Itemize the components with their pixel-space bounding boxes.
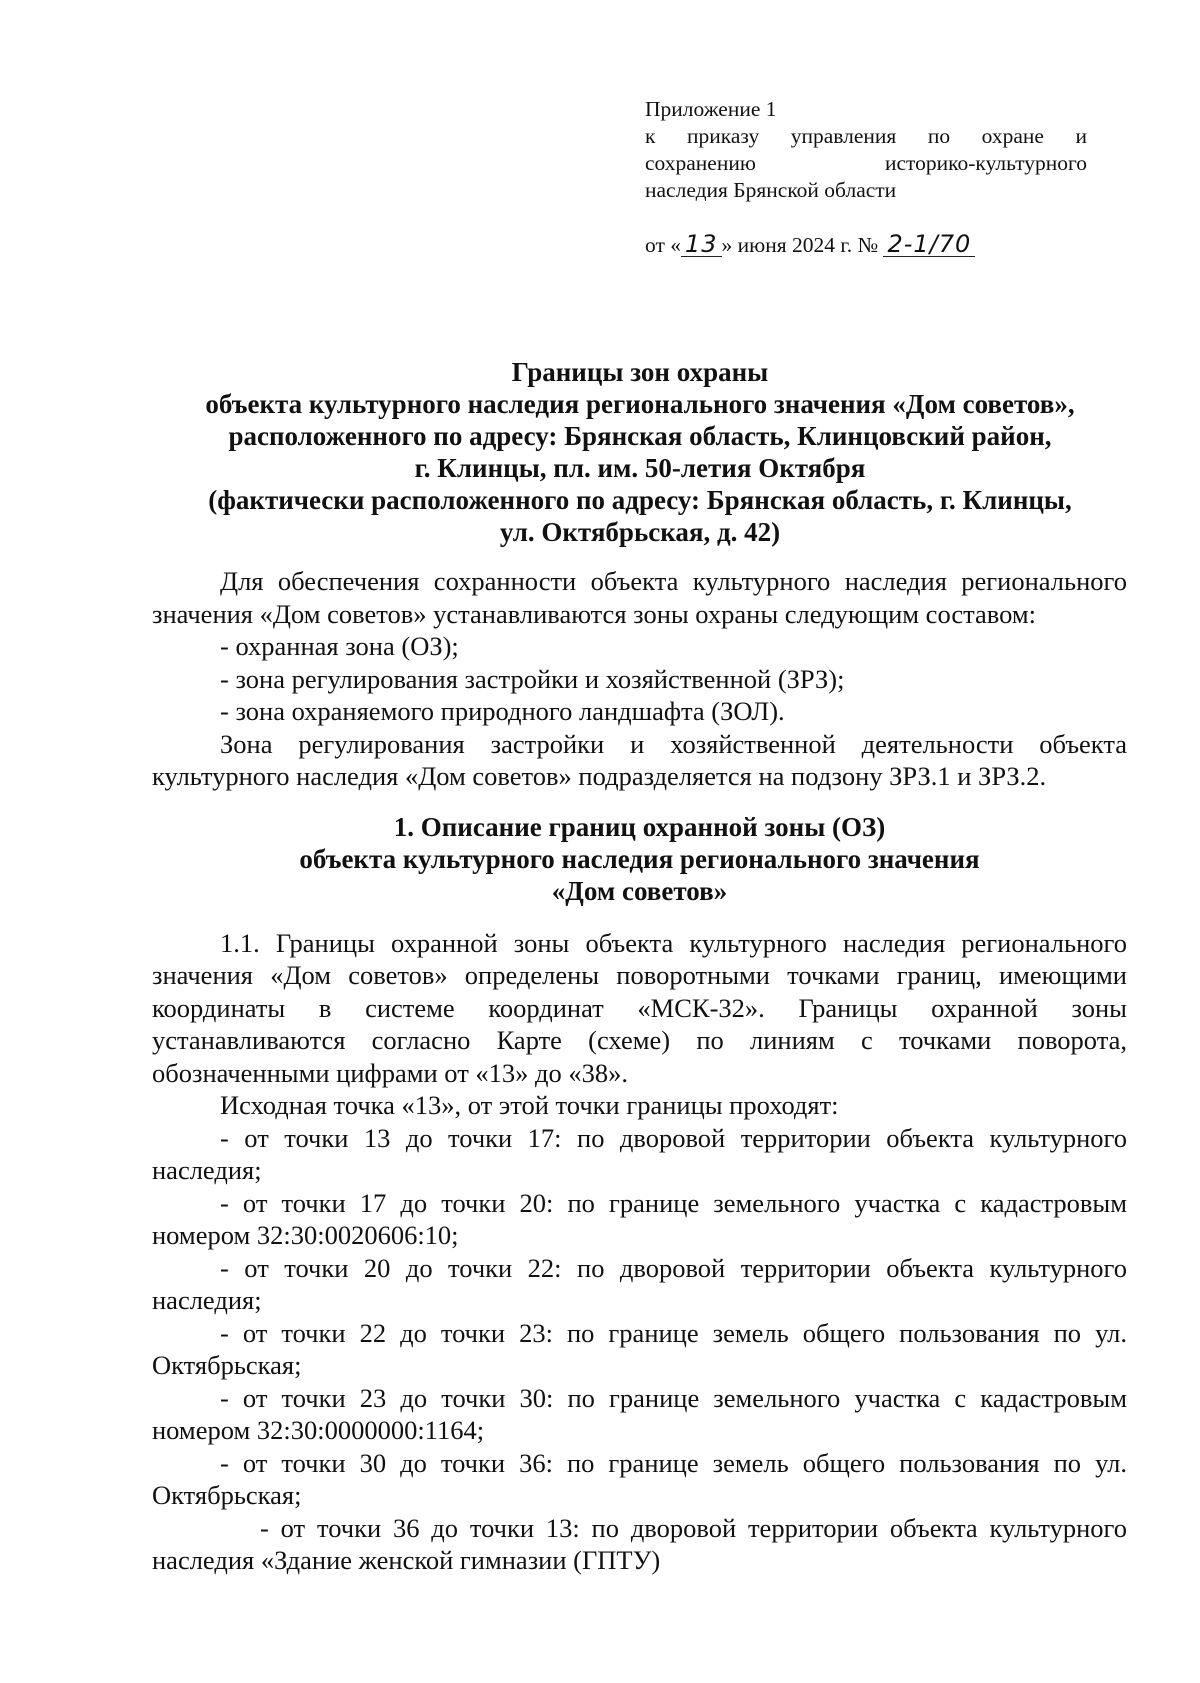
boundary-segment: - от точки 36 до точки 13: по дворовой территории объекта культурного наследия «Здание женской гимназии (ГПТУ)	[152, 1512, 1127, 1575]
section-1-paragraph-1: 1.1. Границы охранной зоны объекта культурного наследия регионального значения «Дом советов» определены поворотными точками границ, имеющими координаты в системе координат «МСК-32». Границы охранной зоны устанавливаются согласно Карте (схеме) по линиям с точками поворота, обозначенными цифрами от «13» до «38».	[152, 927, 1127, 1088]
title-line-5: (фактически расположенного по адресу: Брянская область, г. Клинцы,	[208, 485, 1072, 515]
order-date-line	[645, 232, 1087, 259]
zone-list-item: - зона охраняемого природного ландшафта (ЗОЛ).	[220, 696, 785, 726]
boundary-segment: - от точки 30 до точки 36: по границе земель общего пользования по ул. Октябрьская;	[152, 1447, 1127, 1510]
section-1-title-line-3: «Дом советов»	[551, 875, 728, 906]
section-1-paragraph-2: Исходная точка «13», от этой точки границы проходят:	[220, 1090, 839, 1120]
document-body	[152, 565, 1127, 1577]
title-line-1: Границы зон охраны	[511, 357, 769, 387]
appendix-line-3: наследия Брянской области	[645, 178, 897, 202]
section-1-title-line-1: 1. Описание границ охранной зоны (ОЗ)	[393, 811, 886, 842]
title-line-3: расположенного по адресу: Брянская область, Клинцовский район,	[228, 421, 1052, 451]
date-year: 2024 г. №	[786, 233, 884, 257]
appendix-line-1: к приказу управления по охране и	[645, 124, 1087, 148]
date-prefix: от «	[645, 233, 681, 257]
date-day-handwritten: 13	[681, 232, 722, 257]
intro-paragraph: Для обеспечения сохранности объекта культурного наследия регионального значения «Дом советов» устанавливаются зоны охраны следующим составом:	[152, 566, 1127, 629]
document-title	[150, 356, 1130, 548]
boundary-segment: - от точки 20 до точки 22: по дворовой территории объекта культурного наследия;	[152, 1252, 1127, 1315]
section-1-title-line-2: объекта культурного наследия регионального значения	[299, 843, 980, 874]
boundary-segment: - от точки 23 до точки 30: по границе земельного участка с кадастровым номером 32:30:0000000:1164;	[152, 1382, 1127, 1445]
appendix-header	[645, 96, 1087, 259]
subzone-paragraph: Зона регулирования застройки и хозяйственной деятельности объекта культурного наследия «Дом советов» подразделяется на подзону ЗРЗ.1 и ЗРЗ.2.	[152, 728, 1127, 791]
title-line-6: ул. Октябрьская, д. 42)	[499, 517, 781, 547]
zone-list-item: - охранная зона (ОЗ);	[220, 631, 459, 661]
title-line-2: объекта культурного наследия регионального значения «Дом советов»,	[205, 389, 1075, 419]
boundary-segment: - от точки 22 до точки 23: по границе земель общего пользования по ул. Октябрьская;	[152, 1317, 1127, 1380]
date-month: » июня	[721, 233, 787, 257]
boundary-segment: - от точки 13 до точки 17: по дворовой территории объекта культурного наследия;	[152, 1122, 1127, 1185]
appendix-line-2: сохранению историко-культурного	[645, 151, 1087, 175]
order-number-handwritten: 2-1/70	[883, 232, 975, 257]
appendix-label: Приложение 1	[645, 97, 777, 121]
boundary-segment: - от точки 17 до точки 20: по границе земельного участка с кадастровым номером 32:30:0020606:10;	[152, 1187, 1127, 1250]
title-line-4: г. Клинцы, пл. им. 50-летия Октября	[414, 453, 866, 483]
zone-list-item: - зона регулирования застройки и хозяйственной (ЗРЗ);	[220, 663, 845, 694]
section-1-title	[152, 811, 1127, 907]
